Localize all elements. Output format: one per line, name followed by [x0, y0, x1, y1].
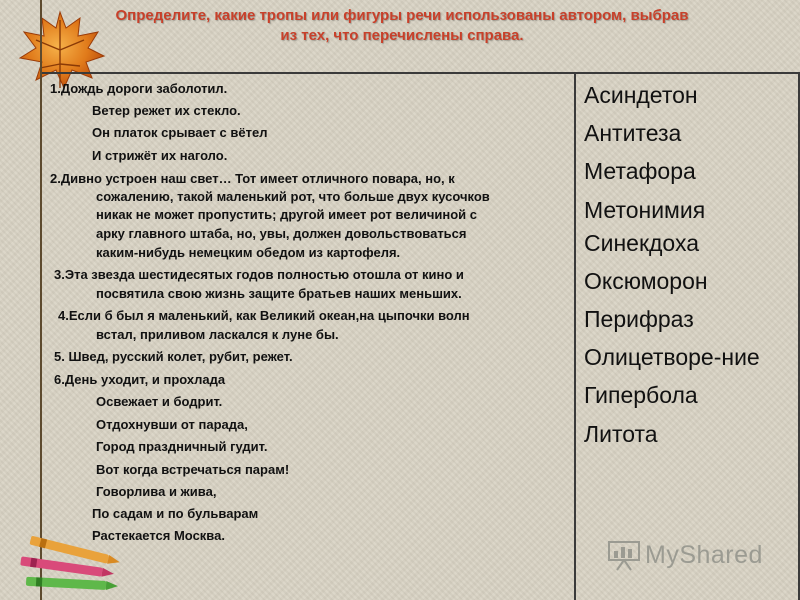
term-item: Гипербола: [584, 382, 698, 408]
text-line: Растекается Москва.: [92, 528, 225, 543]
crayons-icon: [8, 535, 133, 600]
term-item: Антитеза: [584, 120, 682, 146]
text-line: 6.День уходит, и прохлада: [54, 372, 226, 387]
text-line: встал, приливом ласкался к луне бы.: [96, 327, 339, 342]
text-line: Вот когда встречаться парам!: [96, 462, 290, 477]
term-item: Асиндетон: [584, 82, 698, 108]
term-item: Олицетворе-ние: [584, 344, 760, 370]
text-line: И стрижёт их наголо.: [92, 148, 228, 163]
text-line: Ветер режет их стекло.: [92, 103, 241, 118]
text-line: каким-нибудь немецким обедом из картофеля.: [96, 245, 401, 260]
term-item: Метонимия: [584, 197, 706, 223]
text-line: посвятила свою жизнь защите братьев наших меньших.: [96, 286, 462, 301]
watermark: [607, 538, 763, 572]
text-line: никак не может пропустить; другой имеет рот величиной с: [96, 207, 477, 222]
text-line: 4.Если б был я маленький, как Великий океан,на цыпочки волн: [58, 308, 470, 323]
term-item: Перифраз: [584, 306, 694, 332]
text-line: По садам и по бульварам: [92, 506, 259, 521]
text-line: Отдохнувши от парада,: [96, 417, 248, 432]
text-line: Город праздничный гудит.: [96, 439, 268, 454]
text-line: Говорлива и жива,: [96, 484, 217, 499]
text-line: Он платок срывает с вётел: [92, 125, 268, 140]
watermark-text: MyShared: [645, 540, 763, 569]
term-item: Литота: [584, 421, 658, 447]
term-item: Метафора: [584, 158, 696, 184]
text-line: 5. Швед, русский колет, рубит, режет.: [54, 349, 293, 364]
term-item: Синекдоха: [584, 230, 699, 256]
column-divider: [574, 72, 576, 600]
text-line: арку главного штаба, но, увы, должен довольствоваться: [96, 226, 467, 241]
presentation-icon: [607, 539, 641, 571]
page-title: [52, 6, 752, 46]
title-line-2: из тех, что перечислены справа.: [280, 27, 524, 44]
text-line: 3.Эта звезда шестидесятых годов полностью отошла от кино и: [54, 267, 464, 282]
text-line: Освежает и бодрит.: [96, 394, 223, 409]
text-line: 1.Дождь дороги заболотил.: [50, 81, 228, 96]
title-line-1: Определите, какие тропы или фигуры речи использованы автором, выбрав: [115, 7, 689, 24]
text-line: сожалению, такой маленький рот, что больше двух кусочков: [96, 189, 490, 204]
term-item: Оксюморон: [584, 268, 708, 294]
text-line: 2.Дивно устроен наш свет… Тот имеет отличного повара, но, к: [50, 171, 455, 186]
